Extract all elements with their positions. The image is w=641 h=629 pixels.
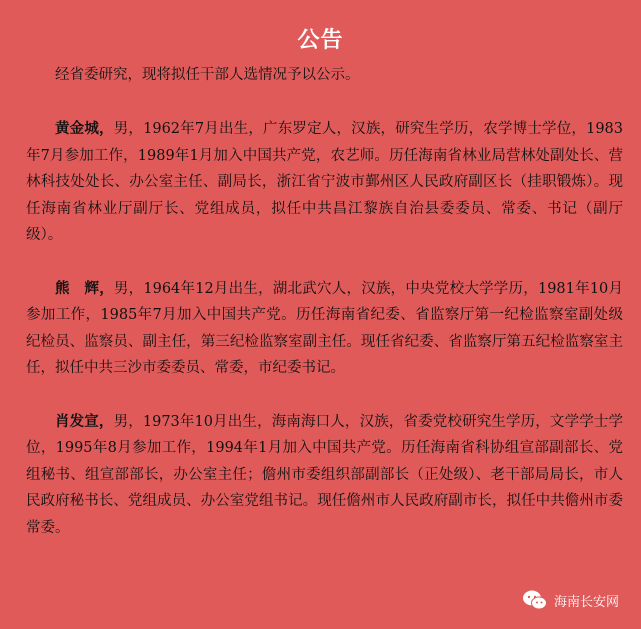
candidate-bio: 男，1962年7月出生，广东罗定人，汉族，研究生学历，农学博士学位，1983年7月参加工作，1989年1月加入中国共产党，农艺师。历任海南省林业局营林处副处长、营林科技处处长、办公室主任、副局长，浙江省宁波市鄞州区人民政府副区长（挂职锻炼）。现任海南省林业厅副厅长、党组成员，拟任中共昌江黎族自治县委委员、常委、书记（副厅级）。 xyxy=(26,121,624,243)
candidate-section xyxy=(26,116,623,249)
candidate-section xyxy=(26,409,623,542)
candidate-section xyxy=(26,276,623,382)
wechat-icon xyxy=(522,589,548,611)
candidate-name: 肖发宣， xyxy=(55,413,114,430)
candidate-name: 黄金城， xyxy=(55,121,114,137)
page-title: 公告 xyxy=(297,28,344,53)
watermark xyxy=(522,589,619,611)
intro-paragraph: 经省委研究，现将拟任干部人选情况予以公示。 xyxy=(55,67,360,83)
watermark-text: 海南长安网 xyxy=(553,594,619,610)
candidate-bio: 男，1973年10月出生，海南海口人，汉族，省委党校研究生学历，文学学士学位，1995年8月参加工作，1994年1月加入中国共产党。历任海南省科协组宣部副部长、党组秘书、组宣部部长，办公室主任；儋州市委组织部副部长（正处级）、老干部局局长，市人民政府秘书长、党组成员、办公室党组书记。现任儋州市人民政府副市长，拟任中共儋州市委常委。 xyxy=(26,413,623,536)
candidate-bio: 男，1964年12月出生，湖北武穴人，汉族，中央党校大学学历，1981年10月参加工作，1985年7月加入中国共产党。历任海南省纪委、省监察厅第一纪检监察室副处级纪检员、监察员、副主任，第三纪检监察室副主任。现任省纪委、省监察厅第五纪检监察室主任，拟任中共三沙市委委员、常委，市纪委书记。 xyxy=(26,280,624,376)
candidate-name: 熊 辉， xyxy=(55,280,114,297)
